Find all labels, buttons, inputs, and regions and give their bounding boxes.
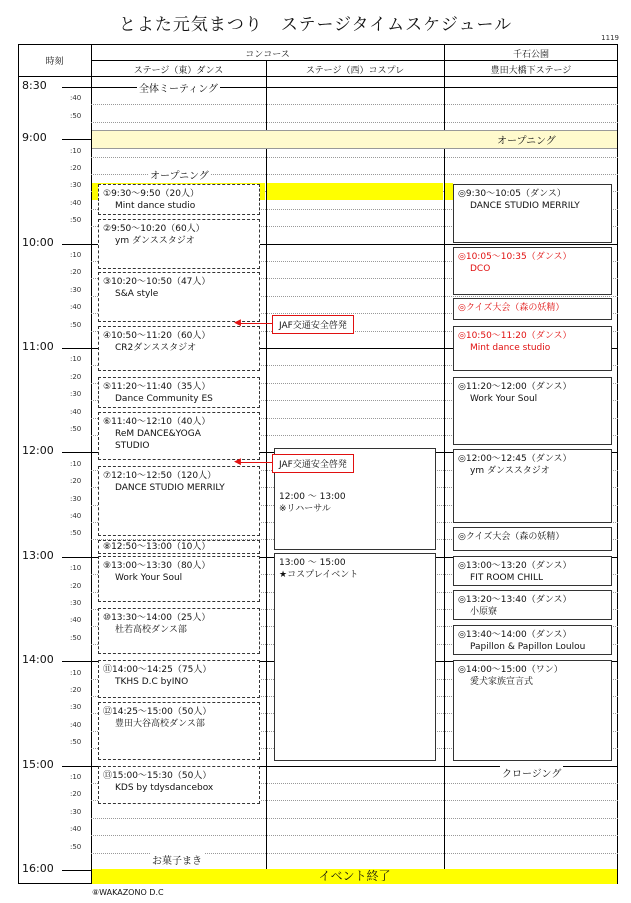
east-slot-1 bbox=[98, 184, 260, 215]
minute-label: :10 bbox=[70, 355, 82, 363]
slot-time: ◎クイズ大会（森の妖精） bbox=[458, 532, 565, 542]
slot-performer: ym ダンススタジオ bbox=[115, 236, 195, 246]
minute-label: :40 bbox=[70, 825, 82, 833]
venue-sengoku-park: 千石公園 bbox=[512, 50, 549, 60]
slot-time: ⑩13:30〜14:00（25人） bbox=[103, 613, 211, 623]
minute-label: :10 bbox=[70, 564, 82, 572]
slot-performer: Dance Community ES bbox=[115, 394, 213, 404]
hour-label: 16:00 bbox=[22, 862, 54, 875]
cosplay-label: ★コスプレイベント bbox=[279, 570, 359, 580]
hour-label: 8:30 bbox=[22, 79, 47, 92]
slot-performer: Mint dance studio bbox=[470, 343, 551, 353]
toyoda-slot-2 bbox=[453, 247, 612, 295]
slot-performer: TKHS D.C byINO bbox=[115, 677, 189, 687]
slot-time: ③10:20〜10:50（47人） bbox=[103, 277, 211, 287]
slot-time: ④10:50〜11:20（60人） bbox=[103, 331, 211, 341]
slot-time: ⑨13:00〜13:30（80人） bbox=[103, 561, 211, 571]
slot-time: ②9:50〜10:20（60人） bbox=[103, 224, 205, 234]
west-cosplay-block bbox=[274, 553, 436, 761]
hour-tick bbox=[62, 766, 91, 767]
slot-time: ①9:30〜9:50（20人） bbox=[103, 189, 199, 199]
slot-time: ◎クイズ大会（森の妖精） bbox=[458, 303, 565, 313]
hour-label: 15:00 bbox=[22, 758, 54, 771]
hour-label: 13:00 bbox=[22, 549, 54, 562]
slot-time: ⑪14:00〜14:25（75人） bbox=[103, 665, 212, 675]
toyoda-slot-1 bbox=[453, 184, 612, 243]
minute-label: :10 bbox=[70, 251, 82, 259]
slot-time: ◎11:20〜12:00（ダンス） bbox=[458, 382, 572, 392]
hour-label: 10:00 bbox=[22, 236, 54, 249]
minute-label: :30 bbox=[70, 495, 82, 503]
slot-time: ◎10:50〜11:20（ダンス） bbox=[458, 331, 572, 341]
toyoda-slot-10 bbox=[453, 625, 612, 655]
hour-tick bbox=[62, 348, 91, 349]
slot-performer: Work Your Soul bbox=[115, 573, 183, 583]
cosplay-time: 13:00 〜 15:00 bbox=[279, 558, 346, 568]
toyoda-slot-5 bbox=[453, 377, 612, 445]
east-opening-label: オープニング bbox=[148, 167, 211, 182]
slot-performer: S&A style bbox=[115, 289, 159, 299]
toyoda-closing: クロージング bbox=[500, 765, 563, 780]
toyoda-slot-6 bbox=[453, 449, 612, 523]
hour-label: 14:00 bbox=[22, 653, 54, 666]
minute-label: :30 bbox=[70, 808, 82, 816]
minute-label: :20 bbox=[70, 477, 82, 485]
slot-time: ⑦12:10〜12:50（120人） bbox=[103, 471, 217, 481]
slot-performer: DANCE STUDIO MERRILY bbox=[470, 201, 580, 211]
snack-throw-label: お菓子まき bbox=[150, 852, 204, 867]
toyoda-slot-3 bbox=[453, 298, 612, 320]
minute-label: :10 bbox=[70, 460, 82, 468]
minute-label: :30 bbox=[70, 703, 82, 711]
minute-label: :50 bbox=[70, 843, 82, 851]
minute-label: :50 bbox=[70, 321, 82, 329]
east-slot-7 bbox=[98, 466, 260, 536]
slot-performer: KDS by tdysdancebox bbox=[115, 783, 214, 793]
minute-label: :50 bbox=[70, 216, 82, 224]
toyoda-slot-8 bbox=[453, 556, 612, 586]
slot-time: ⑬15:00〜15:30（50人） bbox=[103, 771, 212, 781]
minute-label: :50 bbox=[70, 425, 82, 433]
east-slot-6 bbox=[98, 412, 260, 460]
east-slot-13 bbox=[98, 766, 260, 804]
ten-minute-grid-line bbox=[91, 818, 618, 819]
toyoda-highlight bbox=[445, 183, 453, 200]
minute-label: :50 bbox=[70, 112, 82, 120]
slot-time: ◎10:05〜10:35（ダンス） bbox=[458, 252, 572, 262]
toyoda-opening: オープニング bbox=[497, 136, 556, 147]
slot-time: ⑧12:50〜13:00（10人） bbox=[103, 542, 211, 552]
east-slot-9 bbox=[98, 556, 260, 602]
east-slot-10 bbox=[98, 608, 260, 654]
header-divider-1 bbox=[91, 60, 618, 61]
slot-time: ◎13:20〜13:40（ダンス） bbox=[458, 595, 572, 605]
east-slot-12 bbox=[98, 702, 260, 760]
jaf-callout-1: JAF交通安全啓発 bbox=[272, 315, 354, 334]
slot-time: ⑫14:25〜15:00（50人） bbox=[103, 707, 212, 717]
toyoda-slot-4 bbox=[453, 326, 612, 371]
slot-performer: DCO bbox=[470, 264, 491, 274]
slot-performer: ReM DANCE&YOGA bbox=[115, 429, 201, 439]
arrow-head-icon: ◀ bbox=[234, 457, 241, 467]
minute-label: :40 bbox=[70, 721, 82, 729]
west-toyoda-divider bbox=[444, 44, 445, 869]
hour-tick bbox=[62, 87, 91, 88]
slot-performer: Mint dance studio bbox=[115, 201, 196, 211]
arrow-head-icon: ◀ bbox=[234, 318, 241, 328]
minute-label: :20 bbox=[70, 268, 82, 276]
document-code: 1119 bbox=[601, 34, 619, 42]
slot-time: ◎12:00〜12:45（ダンス） bbox=[458, 454, 572, 464]
ten-minute-grid-line bbox=[91, 104, 618, 105]
hour-tick bbox=[62, 557, 91, 558]
minute-label: :10 bbox=[70, 669, 82, 677]
minute-label: :30 bbox=[70, 286, 82, 294]
minute-label: :50 bbox=[70, 738, 82, 746]
east-slot-5 bbox=[98, 377, 260, 408]
stage-west-header: ステージ（西）コスプレ bbox=[305, 66, 405, 76]
ten-minute-grid-line bbox=[91, 122, 618, 123]
minute-label: :50 bbox=[70, 529, 82, 537]
header-divider-2 bbox=[18, 76, 618, 77]
footer-credit: ⑧WAKAZONO D.C bbox=[92, 888, 164, 897]
minute-label: :40 bbox=[70, 408, 82, 416]
minute-label: :20 bbox=[70, 582, 82, 590]
east-slot-11 bbox=[98, 660, 260, 698]
ten-minute-grid-line bbox=[91, 835, 618, 836]
slot-time: ◎13:40〜14:00（ダンス） bbox=[458, 630, 572, 640]
minute-label: :40 bbox=[70, 616, 82, 624]
stage-toyoda-header: 豊田大橋下ステージ bbox=[490, 66, 572, 76]
minute-label: :20 bbox=[70, 164, 82, 172]
callout-arrow bbox=[240, 462, 272, 463]
toyoda-slot-11 bbox=[453, 660, 612, 761]
east-slot-2 bbox=[98, 219, 260, 269]
hour-label: 9:00 bbox=[22, 131, 47, 144]
minute-label: :30 bbox=[70, 181, 82, 189]
minute-label: :40 bbox=[70, 303, 82, 311]
time-column-divider bbox=[91, 44, 92, 884]
time-column-header: 時刻 bbox=[45, 57, 64, 67]
minute-label: :30 bbox=[70, 390, 82, 398]
hour-label: 11:00 bbox=[22, 340, 54, 353]
east-slot-8 bbox=[98, 540, 260, 554]
hour-tick bbox=[62, 661, 91, 662]
slot-performer: FIT ROOM CHILL bbox=[470, 573, 543, 583]
all-meeting-label: 全体ミーティング bbox=[137, 80, 220, 95]
east-slot-4 bbox=[98, 326, 260, 371]
hour-tick bbox=[62, 452, 91, 453]
minute-label: :40 bbox=[70, 512, 82, 520]
minute-label: :40 bbox=[70, 199, 82, 207]
slot-performer: ym ダンススタジオ bbox=[470, 466, 550, 476]
minute-label: :10 bbox=[70, 773, 82, 781]
rehearsal-time: 12:00 〜 13:00 bbox=[279, 492, 346, 502]
stage-east-header: ステージ（東）ダンス bbox=[133, 66, 224, 76]
minute-label: :20 bbox=[70, 373, 82, 381]
west-highlight bbox=[267, 183, 443, 200]
hour-label: 12:00 bbox=[22, 444, 54, 457]
venue-concourse: コンコース bbox=[245, 50, 290, 60]
slot-time: ◎9:30〜10:05（ダンス） bbox=[458, 189, 566, 199]
slot-time: ◎14:00〜15:00（ワン） bbox=[458, 665, 563, 675]
slot-performer: 小原寮 bbox=[470, 607, 498, 617]
slot-performer-2: STUDIO bbox=[115, 441, 150, 451]
minute-label: :30 bbox=[70, 599, 82, 607]
minute-label: :50 bbox=[70, 634, 82, 642]
slot-performer: CR2ダンススタジオ bbox=[115, 343, 197, 353]
slot-performer: 杜若高校ダンス部 bbox=[115, 625, 187, 635]
event-end-band: イベント終了 bbox=[92, 869, 617, 884]
page-title: とよた元気まつり ステージタイムスケジュール bbox=[118, 15, 513, 35]
jaf-callout-2: JAF交通安全啓発 bbox=[272, 454, 354, 473]
slot-time: ⑤11:20〜11:40（35人） bbox=[103, 382, 211, 392]
slot-performer: 豊田大谷高校ダンス部 bbox=[115, 719, 205, 729]
minute-label: :40 bbox=[70, 94, 82, 102]
ten-minute-grid-line bbox=[91, 157, 618, 158]
east-slot-3 bbox=[98, 272, 260, 322]
rehearsal-label: ※リハーサル bbox=[279, 504, 331, 514]
toyoda-slot-9 bbox=[453, 590, 612, 620]
minute-label: :20 bbox=[70, 686, 82, 694]
hour-tick bbox=[62, 870, 91, 871]
slot-time: ⑥11:40〜12:10（40人） bbox=[103, 417, 211, 427]
toyoda-slot-7 bbox=[453, 527, 612, 551]
slot-performer: 愛犬家族宣言式 bbox=[470, 677, 534, 687]
minute-label: :20 bbox=[70, 790, 82, 798]
slot-performer: Work Your Soul bbox=[470, 394, 538, 404]
hour-tick bbox=[62, 139, 91, 140]
callout-arrow bbox=[240, 323, 272, 324]
minute-label: :10 bbox=[70, 147, 82, 155]
slot-performer: DANCE STUDIO MERRILY bbox=[115, 483, 225, 493]
hour-tick bbox=[62, 244, 91, 245]
slot-performer: Papillon & Papillon Loulou bbox=[470, 642, 586, 652]
slot-time: ◎13:00〜13:20（ダンス） bbox=[458, 561, 572, 571]
